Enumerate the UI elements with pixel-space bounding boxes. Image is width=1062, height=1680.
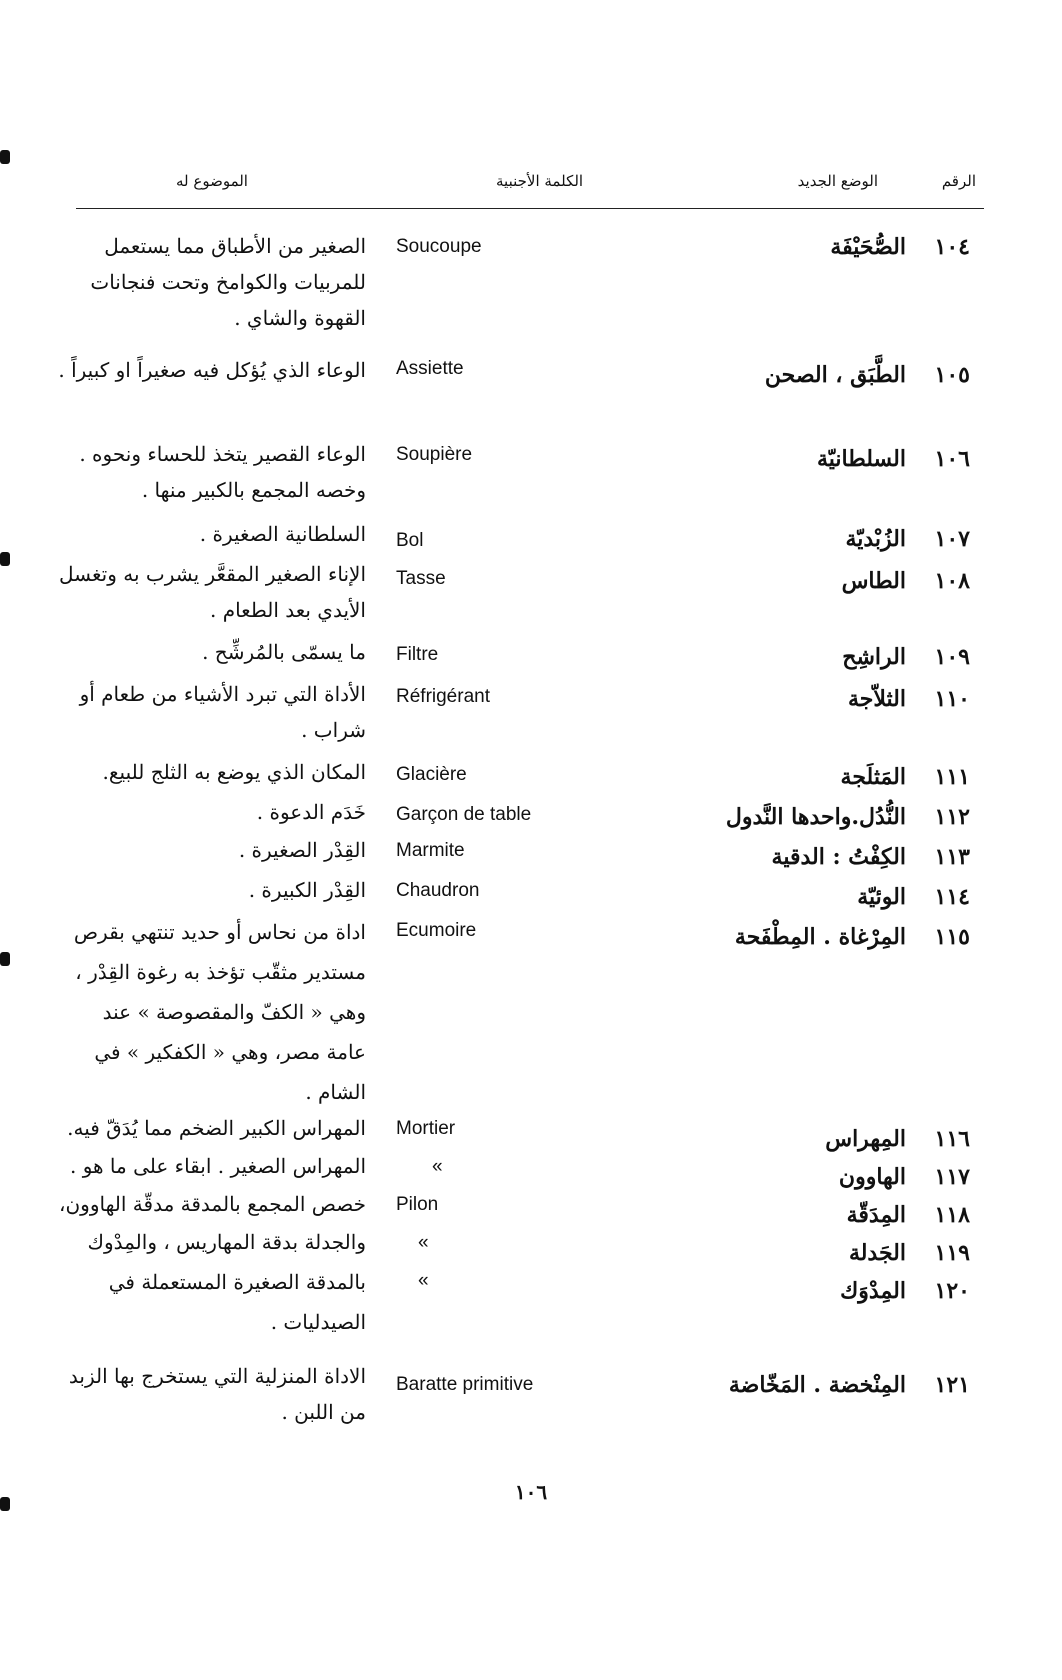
entry-term: المِدْوَك	[840, 1278, 906, 1304]
entry-meaning: بالمدقة الصغيرة المستعملة في الصيدليات .	[108, 1270, 366, 1334]
page-number: ١٠٦	[514, 1480, 548, 1504]
header-meaning: الموضوع له	[176, 172, 248, 190]
entry-foreign: Glacière	[396, 764, 467, 785]
entry-meaning: الأداة التي تبرد الأشياء من طعام أو شراب .	[79, 682, 366, 742]
entry-meaning: الوعاء الذي يُؤكل فيه صغيراً او كبيراً .	[58, 358, 366, 382]
entry-foreign: Ecumoire	[396, 920, 477, 941]
margin-mark	[0, 552, 10, 566]
entry-term: النُّدُل.واحدها النَّدول	[725, 804, 906, 830]
entry-meaning: الصغير من الأطباق مما يستعمل للمربيات والكوامخ وتحت فنجانات القهوة والشاي .	[90, 234, 366, 330]
entry-term: المِنْخضة . المَخّاضة	[728, 1372, 906, 1398]
entry-meaning: ما يسمّى بالمُرشِّح .	[202, 640, 366, 664]
header-new-term: الوضع الجديد	[797, 172, 878, 190]
margin-mark	[0, 150, 10, 164]
entry-number: ١١٧	[934, 1164, 970, 1190]
entry-term: الثلاّجة	[848, 686, 906, 712]
entry-number: ١١٠	[934, 686, 970, 712]
entry-term: الطَّبَق ، الصحن	[764, 362, 906, 388]
entry-number: ١٠٥	[934, 362, 970, 388]
entry-term: الوئيّة	[857, 884, 906, 910]
entry-number: ١٢٠	[934, 1278, 970, 1304]
entry-term: الزُبْديّة	[845, 526, 906, 552]
entry-meaning: المهراس الصغير . ابقاء على ما هو .	[69, 1154, 366, 1178]
entry-foreign: Mortier	[396, 1118, 456, 1139]
entry-term: المِهراس	[825, 1126, 906, 1152]
entry-foreign: Garçon de table	[396, 804, 532, 825]
entry-foreign: Bol	[396, 530, 424, 551]
entry-meaning: اداة من نحاس أو حديد تنتهي بقرص مستدير مثقّب تؤخذ به رغوة القِدْر ، وهي « الكفّ والمقصوصة » عند عامة مصر، وهي « الكفكير » في الشام .	[73, 920, 366, 1104]
entry-meaning: القِدْر الصغيرة .	[238, 838, 366, 862]
entry-meaning: المهراس الكبير الضخم مما يُدَقّ فيه.	[67, 1116, 366, 1140]
entry-term: المَثلَجة	[840, 764, 906, 790]
entry-number: ١١٨	[934, 1202, 970, 1228]
entry-foreign: Filtre	[396, 644, 439, 665]
entry-number: ١٠٤	[934, 234, 970, 260]
entry-term: الصُّحَيْفَة	[830, 234, 906, 260]
header-foreign-word: الكلمة الأجنبية	[496, 172, 584, 190]
entry-term: المِدَقّة	[846, 1202, 906, 1228]
entry-foreign: Marmite	[396, 840, 465, 861]
entry-foreign: Pilon	[396, 1194, 439, 1215]
entry-number: ١١٢	[934, 804, 970, 830]
entry-number: ١٠٨	[934, 568, 970, 594]
table-header	[76, 168, 984, 204]
entry-meaning: خصص المجمع بالمدقة مدقّة الهاوون،	[59, 1192, 366, 1216]
entry-meaning: الاداة المنزلية التي يستخرج بها الزبد من اللبن .	[68, 1364, 366, 1424]
entry-term: الطاس	[841, 568, 906, 594]
entry-meaning: القِدْر الكبيرة .	[248, 878, 366, 902]
entry-number: ١١٦	[934, 1126, 970, 1152]
entry-number: ١٢١	[934, 1372, 970, 1398]
entry-term: السلطانيّة	[816, 446, 906, 472]
entry-number: ١٠٦	[934, 446, 970, 472]
entry-foreign: «	[432, 1156, 443, 1177]
entry-number: ١٠٧	[934, 526, 970, 552]
entry-number: ١١٤	[934, 884, 970, 910]
entry-foreign: «	[418, 1270, 429, 1291]
entry-foreign: Réfrigérant	[396, 686, 490, 707]
entry-foreign: «	[418, 1232, 429, 1253]
entry-meaning: الوعاء القصير يتخذ للحساء ونحوه . وخصه المجمع بالكبير منها .	[79, 442, 366, 502]
entry-term: الجَدلة	[848, 1240, 906, 1266]
entry-foreign: Soucoupe	[396, 236, 482, 257]
entry-number: ١١٣	[934, 844, 970, 870]
entry-meaning: السلطانية الصغيرة .	[199, 522, 366, 546]
entry-foreign: Tasse	[396, 568, 446, 589]
entry-meaning: المكان الذي يوضع به الثلج للبيع.	[102, 760, 366, 784]
margin-mark	[0, 1497, 10, 1511]
entry-meaning: الإناء الصغير المقعَّر يشرب به وتغسل الأيدي بعد الطعام .	[59, 562, 366, 622]
entry-term: الكِفْتُ : الدقية	[771, 844, 906, 870]
entry-term: المِرْغاة . المِطْفَحة	[734, 924, 906, 950]
entry-number: ١١٩	[934, 1240, 970, 1266]
entry-foreign: Assiette	[396, 358, 464, 379]
entry-meaning: والجدلة بدقة المهاريس ، والمِدْوك	[87, 1230, 366, 1254]
entry-number: ١١٥	[934, 924, 970, 950]
entry-number: ١١١	[934, 764, 970, 790]
header-number: الرقم	[941, 172, 976, 190]
entry-foreign: Soupière	[396, 444, 473, 465]
entry-meaning: خَدَم الدعوة .	[256, 800, 366, 824]
entry-term: الراشِح	[842, 644, 906, 670]
entry-foreign: Baratte primitive	[396, 1374, 534, 1395]
entry-term: الهاوون	[838, 1164, 906, 1190]
margin-mark	[0, 952, 10, 966]
header-rule	[76, 208, 984, 209]
entry-number: ١٠٩	[934, 644, 970, 670]
entry-foreign: Chaudron	[396, 880, 480, 901]
